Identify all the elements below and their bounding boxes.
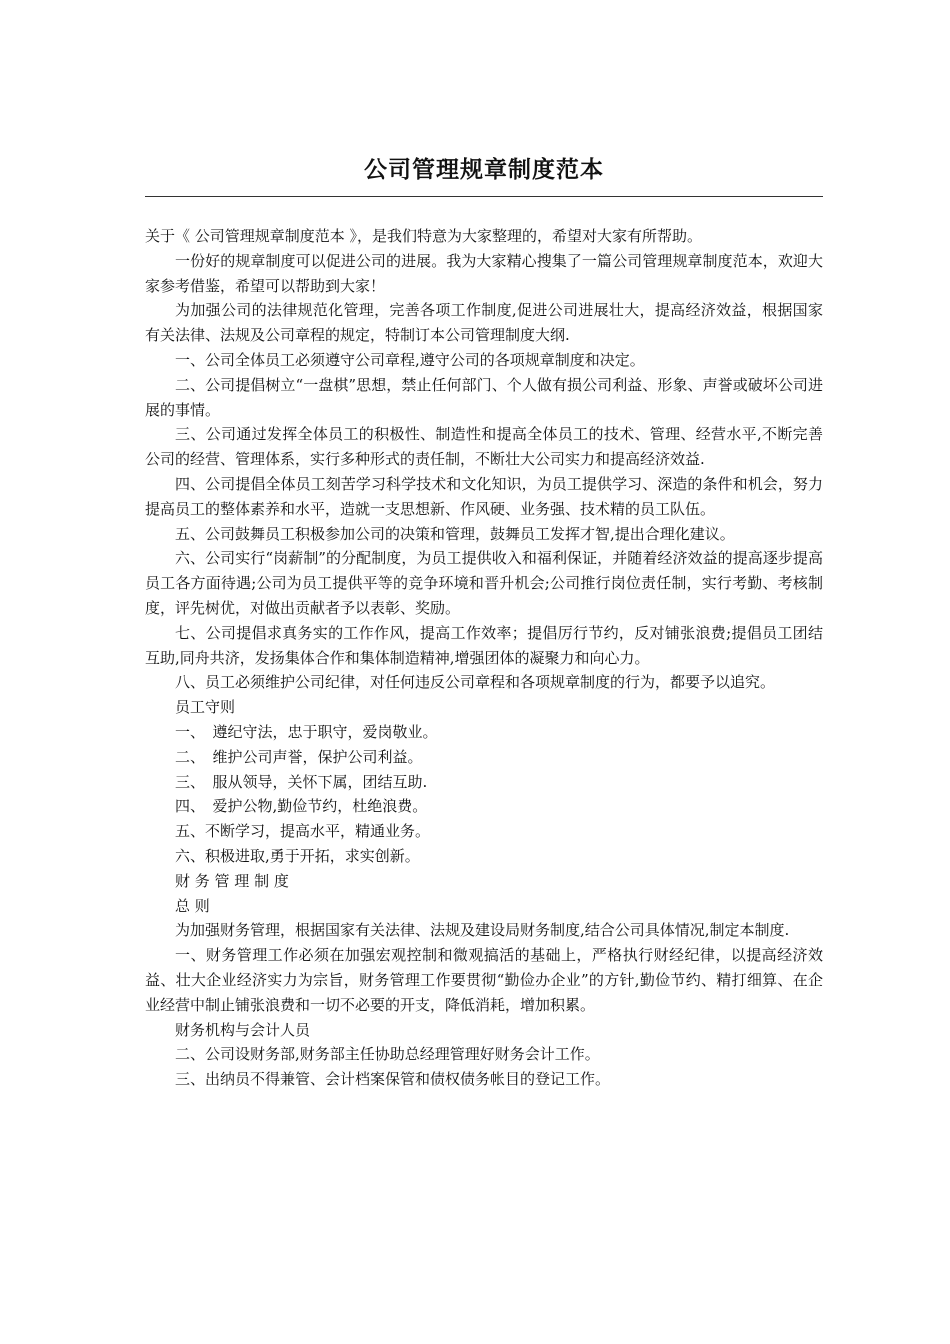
paragraph: 四、公司提倡全体员工刻苦学习科学技术和文化知识，为员工提供学习、深造的条件和机会，努力提高员工的整体素养和水平，造就一支思想新、作风硬、业务强、技术精的员工队伍。 bbox=[145, 474, 823, 518]
section-heading: 财 务 管 理 制 度 bbox=[175, 871, 289, 890]
list-item: 三、 服从领导，关怀下属，团结互助. bbox=[175, 772, 428, 791]
paragraph: 一份好的规章制度可以促进公司的进展。我为大家精心搜集了一篇公司管理规章制度范本，欢迎大家参考借鉴，希望可以帮助到大家！ bbox=[145, 251, 823, 295]
paragraph: 为加强财务管理，根据国家有关法律、法规及建设局财务制度,结合公司具体情况,制定本制度. bbox=[175, 921, 790, 940]
list-item: 六、积极进取,勇于开拓，求实创新。 bbox=[175, 846, 420, 865]
paragraph: 为加强公司的法律规范化管理，完善各项工作制度,促进公司进展壮大，提高经济效益，根据国家有关法律、法规及公司章程的规定，特制订本公司管理制度大纲. bbox=[145, 301, 823, 345]
section-heading: 总 则 bbox=[175, 896, 210, 915]
list-item: 四、 爱护公物,勤俭节约，杜绝浪费。 bbox=[175, 797, 428, 816]
section-heading: 财务机构与会计人员 bbox=[175, 1020, 311, 1039]
title-divider bbox=[145, 196, 823, 197]
paragraph: 七、公司提倡求真务实的工作作风，提高工作效率；提倡厉行节约，反对铺张浪费;提倡员工团结互助,同舟共济，发扬集体合作和集体制造精神,增强团体的凝聚力和向心力。 bbox=[145, 623, 823, 667]
paragraph: 二、公司设财务部,财务部主任协助总经理管理好财务会计工作。 bbox=[175, 1045, 600, 1064]
paragraph: 五、公司鼓舞员工积极参加公司的决策和管理，鼓舞员工发挥才智,提出合理化建议。 bbox=[175, 524, 735, 543]
document-body bbox=[145, 224, 823, 1092]
list-item: 二、 维护公司声誉，保护公司利益。 bbox=[175, 747, 423, 766]
intro-paragraph: 关于《 公司管理规章制度范本 》，是我们特意为大家整理的，希望对大家有所帮助。 bbox=[145, 227, 703, 245]
paragraph: 三、出纳员不得兼管、会计档案保管和债权债务帐目的登记工作。 bbox=[175, 1070, 611, 1089]
paragraph: 八、员工必须维护公司纪律，对任何违反公司章程和各项规章制度的行为，都要予以追究。 bbox=[175, 673, 776, 692]
paragraph: 二、公司提倡树立“一盘棋”思想，禁止任何部门、个人做有损公司利益、形象、声誉或破坏公司进展的事情。 bbox=[145, 375, 823, 419]
paragraph: 一、公司全体员工必须遵守公司章程,遵守公司的各项规章制度和决定。 bbox=[175, 350, 645, 369]
list-item: 五、不断学习，提高水平，精通业务。 bbox=[175, 822, 431, 841]
list-item: 一、 遵纪守法，忠于职守，爱岗敬业。 bbox=[175, 722, 438, 741]
document-title: 公司管理规章制度范本 bbox=[364, 157, 604, 183]
paragraph: 一、财务管理工作必须在加强宏观控制和微观搞活的基础上，严格执行财经纪律，以提高经济效益、壮大企业经济实力为宗旨，财务管理工作要贯彻“勤俭办企业”的方针,勤俭节约、精打细算、在企业经营中制止铺张浪费和一切不必要的开支，降低消耗，增加积累。 bbox=[145, 946, 823, 1014]
paragraph: 六、公司实行“岗薪制”的分配制度，为员工提供收入和福利保证，并随着经济效益的提高逐步提高员工各方面待遇;公司为员工提供平等的竞争环境和晋升机会;公司推行岗位责任制，实行考勤、考核制度，评先树优，对做出贡献者予以表彰、奖励。 bbox=[145, 549, 823, 617]
paragraph: 三、公司通过发挥全体员工的积极性、制造性和提高全体员工的技术、管理、经营水平,不断完善公司的经营、管理体系，实行多种形式的责任制，不断壮大公司实力和提高经济效益. bbox=[145, 425, 823, 469]
section-heading: 员工守则 bbox=[175, 698, 236, 717]
